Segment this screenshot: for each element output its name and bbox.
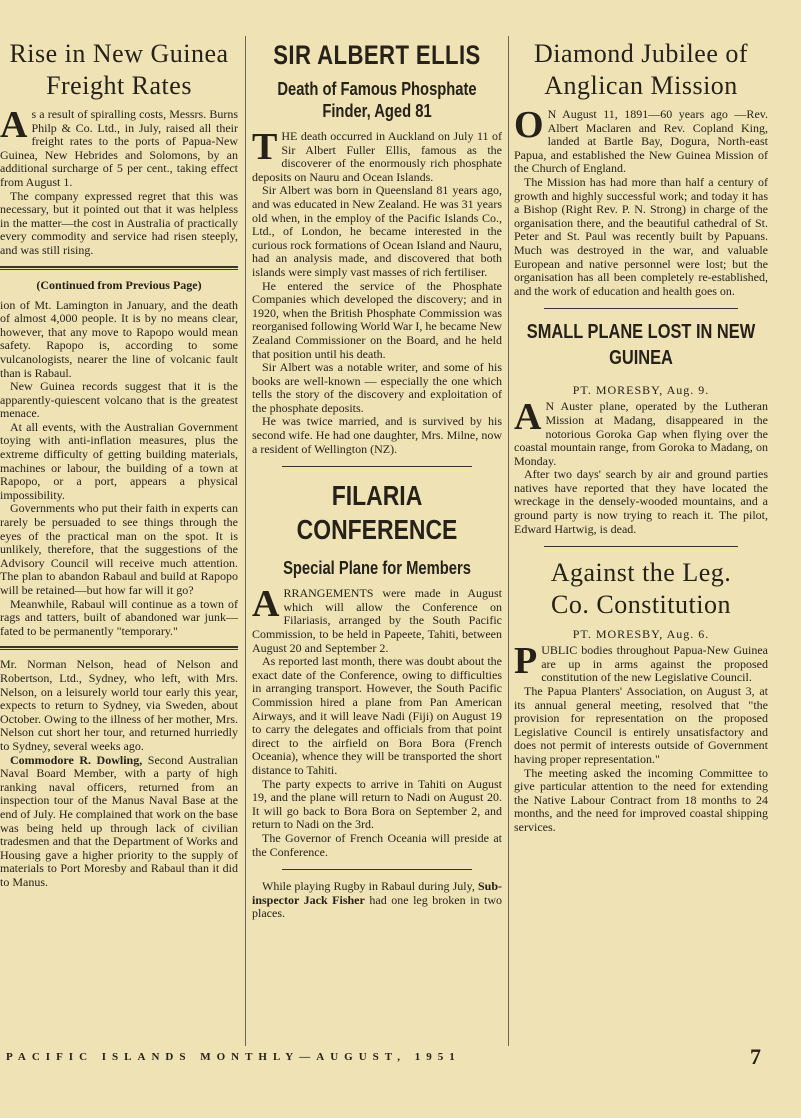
news-brief-nelson: Mr. Norman Nelson, head of Nelson and Robertson, Ltd., Sydney, who left, with Mrs. Nelson, on a leisurely world tour early this year, expects to return to Sydney, via Sweden, about October. Owing to the illness of her mother, Mrs. Nelson cut short her tour, and returned hurriedly to Sydney, several weeks ago. xyxy=(0,657,238,753)
article-paragraph: THE death occurred in Auckland on July 11 of Sir Albert Fuller Ellis, famous as the discoverer of the enormously rich phosphate deposits on Nauru and Ocean Islands. xyxy=(252,126,502,184)
article-headline-freight: Rise in New Guinea Freight Rates xyxy=(9,39,229,100)
news-brief-dowling: Commodore R. Dowling, Second Australian Naval Board Member, with a party of high ranking naval officers, returned from an inspection tour of the Manus Naval Base at the end of July. He complained that work on the base was being held up through lack of civilian tradesmen and that the Department of Works and Housing gave a higher priority to the supply of materials to Port Moresby and Rabaul than it did to Manus. xyxy=(0,752,238,889)
article-paragraph: As reported last month, there was doubt about the exact date of the Conference, owing to difficulties in arranging transport. However, the South Pacific Commission hired a plane from Pan American Airways, and it will leave Nadi (Fiji) on August 19 to carry the delegates and officials from that point direct to the airfield on Bora Bora (French Oceania), whence they will be transported the short distance to Tahiti. xyxy=(252,654,502,777)
article-subhead-ellis: Death of Famous Phosphate Finder, Aged 81 xyxy=(277,79,477,121)
section-divider xyxy=(544,308,738,309)
article-headline-constitution: Against the Leg. Co. Constitution xyxy=(550,558,732,620)
page-number: 7 xyxy=(750,1044,761,1069)
article-paragraph: The Papua Planters' Association, on August 3, at its annual general meeting, resolved that "the provision for representation on the proposed Legislative Council is entirely unsatisfactory and does not permit of interests outside of Government having proper representation." xyxy=(514,684,768,766)
section-divider xyxy=(0,646,238,650)
section-divider xyxy=(0,266,238,270)
column-divider xyxy=(245,36,246,1046)
page-footer: PACIFIC ISLANDS MONTHLY—AUGUST, 1951 xyxy=(6,1051,461,1063)
article-paragraph: Meanwhile, Rabaul will continue as a town of rags and tatters, built of abandoned war junk—fated to be permanently "temporary." xyxy=(0,596,238,638)
column-right xyxy=(514,30,768,835)
article-headline-jubilee: Diamond Jubilee of Anglican Mission xyxy=(533,39,749,100)
column-middle xyxy=(252,30,502,921)
column-left xyxy=(0,30,238,889)
dateline: PT. MORESBY, Aug. 6. xyxy=(572,627,710,642)
dateline: PT. MORESBY, Aug. 9. xyxy=(572,383,710,398)
section-divider xyxy=(544,546,738,547)
article-paragraph: Sir Albert was born in Queensland 81 years ago, and was educated in New Zealand. He was 31 years old when, in the employ of the Pacific Islands Co., Ltd., of London, he became interested in the curious rock formations of Ocean Island and Nauru, had an analysis made, and discovered that both islands were simply vast masses of rich fertiliser. xyxy=(252,183,502,279)
column-divider xyxy=(508,36,509,1046)
article-paragraph: New Guinea records suggest that it is the apparently-quiescent volcano that is the greatest menace. xyxy=(0,379,238,421)
section-divider xyxy=(282,466,472,467)
article-paragraph: Governments who put their faith in experts can rarely be persuaded to see things through the eyes of the practical man on the spot. It is unlikely, therefore, that the suggestions of the Advisory Council will receive much attention. The plan to abandon Rabaul and build at Rapopo will be retained—but how far will it go? xyxy=(0,501,238,597)
article-headline-ellis: SIR ALBERT ELLIS xyxy=(273,40,481,70)
article-paragraph: After two days' search by air and ground parties natives have reported that they have located the wreckage in the densely-wooded mountains, and a ground party is now trying to reach it. The pilot, Edward Hartwig, is dead. xyxy=(514,467,768,536)
section-divider xyxy=(282,869,472,870)
article-headline-filaria: FILARIA CONFERENCE xyxy=(296,480,458,546)
article-paragraph: ion of Mt. Lamington in January, and the death of almost 4,000 people. It is by no means clear, however, that any move to Rapopo would mean safety. Rapopo is, according to some vulcanologists, nearer the line of volcanic fault than is Rabaul. xyxy=(0,297,238,380)
article-paragraph: O N August 11, 1891—60 years ago —Rev. Albert Maclaren and Rev. Copland King, landed at Bartle Bay, Dogura, North-east Papua, and established the New Guinea Mission of the Church of England. xyxy=(514,104,768,176)
article-paragraph: The Mission has had more than half a century of growth and highly successful work; and today it has a Bishop (Right Rev. P. N. Strong) in charge of the organisation there, and the beautiful cathedral of St. Peter and St. Paul was recently built by Papuans. Much was destroyed in the war, and valuable European and native personnel were lost; but the organisation has all been completely re-established, and the work of education and health goes on. xyxy=(514,174,768,298)
article-paragraph: He was twice married, and is survived by his second wife. He had one daughter, Mrs. Milne, now a resident of Wellington (NZ). xyxy=(252,414,502,456)
article-paragraph: The meeting asked the incoming Committee to give particular attention to the need for extending the Native Labour Contract from 18 months to 24 months, and the need for improved coastal shipping services. xyxy=(514,765,768,834)
article-paragraph: PUBLIC bodies throughout Papua-New Guinea are up in arms against the proposed constitution of the new Legislative Council. xyxy=(514,640,768,685)
article-paragraph: At all events, with the Australian Government toying with anti-inflation measures, plus the extreme difficulty of getting building materials, machines or labour, the building of a town at Rapopo, or a port, appears a physical impossibility. xyxy=(0,419,238,502)
article-paragraph: The Governor of French Oceania will preside at the Conference. xyxy=(252,830,502,859)
article-headline-plane: SMALL PLANE LOST IN NEW GUINEA xyxy=(526,321,756,370)
continued-label: (Continued from Previous Page) xyxy=(36,277,202,292)
article-paragraph: He entered the service of the Phosphate Companies which developed the discovery; and in 1920, when the British Phosphate Commission was reorganised following World War I, he became New Zealand Commissioner on the Board, and he held that position until his death. xyxy=(252,278,502,361)
article-paragraph: The company expressed regret that this was necessary, but it pointed out that it was helpless in the matter—the cost in Australia of practically every commodity and service had risen steeply, and was still rising. xyxy=(0,188,238,257)
news-brief-fisher: While playing Rugby in Rabaul during July, Sub-inspector Jack Fisher had one leg broken in two places. xyxy=(252,879,502,921)
article-paragraph: As a result of spiralling costs, Messrs. Burns Philp & Co. Ltd., in July, raised all their freight rates to the ports of Papua-New Guinea, New Hebrides and Solomons, by an additional surcharge of 5 per cent., taking effect from August 1. xyxy=(0,104,238,189)
article-paragraph: The party expects to arrive in Tahiti on August 19, and the plane will return to Nadi on August 20. It will go back to Bora Bora on September 2, and return to Nadi on the 3rd. xyxy=(252,776,502,832)
article-subhead-filaria: Special Plane for Members xyxy=(283,558,471,579)
article-paragraph: A N Auster plane, operated by the Lutheran Mission at Madang, disappeared in the notorious Goroka Gap when flying over the coastal mountain range, from Goroka to Madang, on Monday. xyxy=(514,396,768,468)
article-paragraph: Sir Albert was a notable writer, and some of his books are well-known — especially the one which tells the story of the discovery and exploitation of the phosphate deposits. xyxy=(252,360,502,415)
article-paragraph: ARRANGEMENTS were made in August which will allow the Conference on Filariasis, arranged by the South Pacific Commission, to be held in Papeete, Tahiti, between August 20 and September 2. xyxy=(252,583,502,655)
